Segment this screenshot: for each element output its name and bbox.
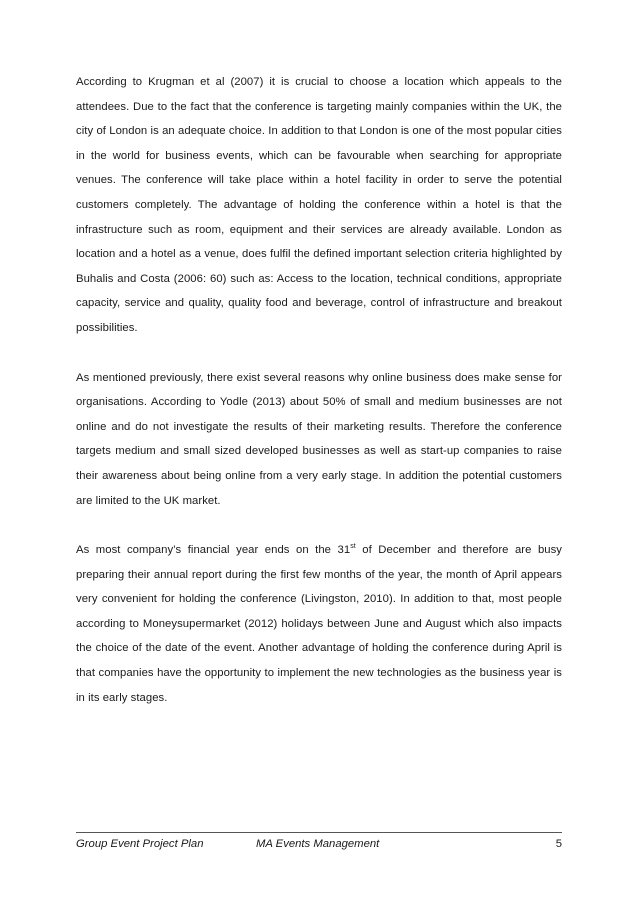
paragraph-timing-rest: of December and therefore are busy preparing their annual report during the first few months of the year, the month of April appears very convenient for holding the conference (Livingston, 2010). In addition to that, most people according to Moneysupermarket (2012) holidays between June and August which also impacts the choice of the date of the event. Another advantage of holding the conference during April is that companies have the opportunity to implement the new technologies as the business year is in its early stages. — [76, 544, 563, 704]
footer-document-title: Group Event Project Plan — [76, 838, 204, 850]
footer-course-name: MA Events Management — [256, 838, 380, 850]
page-number: 5 — [555, 838, 562, 850]
paragraph-location: According to Krugman et al (2007) it is crucial to choose a location which appeals to the attendees. Due to the fact that the conference is targeting mainly companies within the UK, the city of London is an adequate choice. In addition to that London is one of the most popular cities in the world for business events, which can be favourable when searching for appropriate venues. The conference will take place within a hotel facility in order to serve the potential customers completely. The advantage of holding the conference within a hotel is that the infrastructure such as room, equipment and their services are already available. London as location and a hotel as a venue, does fulfil the defined important selection criteria highlighted by Buhalis and Costa (2006: 60) such as: Access to the location, technical conditions, appropriate capacity, service and quality, quality food and beverage, control of infrastructure and breakout possibilities. — [76, 76, 562, 334]
ordinal-superscript: st — [350, 543, 356, 551]
paragraph-timing-start: As most company’s financial year ends on the 31 — [76, 544, 351, 557]
page-footer — [76, 832, 562, 850]
paragraph-target-audience: As mentioned previously, there exist several reasons why online business does make sense for organisations. According to Yodle (2013) about 50% of small and medium businesses are not online and do not investigate the results of their marketing results. Therefore the conference targets medium and small sized developed businesses as well as start-up companies to raise their awareness about being online from a very early stage. In addition the potential customers are limited to the UK market. — [76, 371, 562, 507]
body-text — [76, 70, 562, 710]
paragraph-timing — [76, 538, 562, 710]
